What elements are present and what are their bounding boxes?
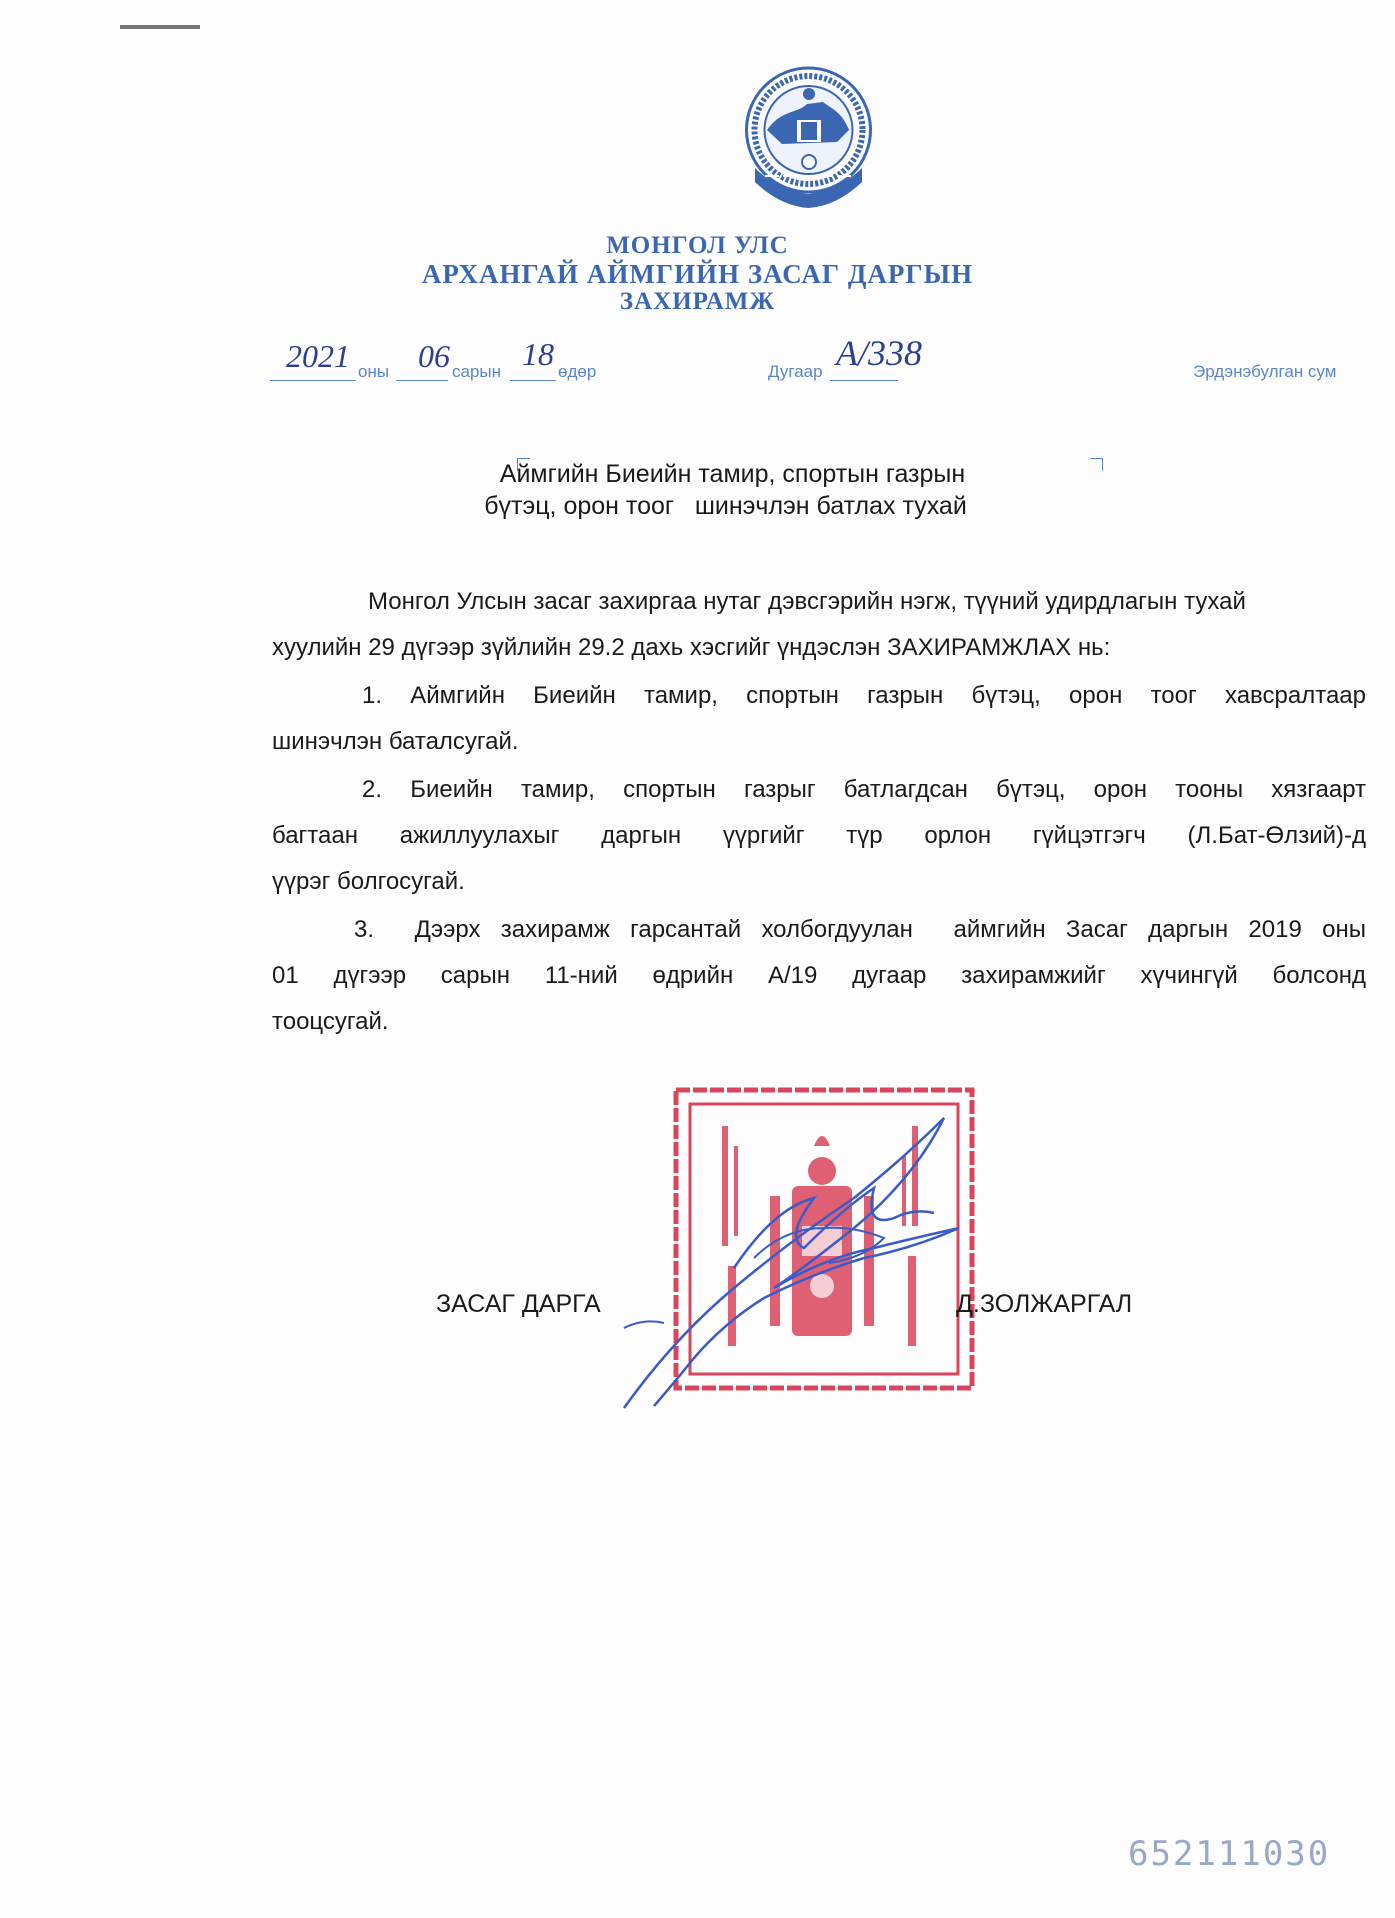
day-suffix: өдөр [558, 362, 597, 381]
number-underline [830, 380, 898, 381]
year-underline [270, 380, 356, 381]
item-1-line-2: шинэчлэн баталсугай. [272, 728, 519, 755]
item-2-line-3: үүрэг болгосугай. [272, 868, 465, 895]
handwritten-signature [614, 1088, 1034, 1428]
signatory-position: ЗАСАГ ДАРГА [436, 1290, 601, 1318]
number-label: Дугаар [768, 362, 823, 381]
year-suffix: оны [358, 362, 390, 381]
day-underline [510, 380, 556, 381]
intro-line-1: Монгол Улсын засаг захиргаа нутаг дэвсгэрийн нэгж, түүний удирдлагын тухай [368, 588, 1246, 615]
header-doc-type: ЗАХИРАМЖ [619, 288, 776, 315]
date-year: 2021 [286, 338, 350, 374]
item-2-line-2: багтаан ажиллуулахыг даргын үүргийг түр орлон гүйцэтгэгч (Л.Бат-Өлзий)-д [272, 822, 1366, 849]
title-line-2: бүтэц, орон тоог шинэчлэн батлах тухай [484, 492, 967, 520]
date-month: 06 [418, 338, 450, 374]
item-3-line-2: 01 дүгээр сарын 11-ний өдрийн А/19 дугаар захирамжийг хүчингүй болсонд [272, 962, 1366, 989]
state-emblem-icon [737, 64, 880, 212]
top-edge-mark [120, 25, 200, 29]
header-country: МОНГОЛ УЛС [606, 232, 789, 259]
decree-number: А/338 [836, 333, 922, 373]
item-1-line-1: 1. Аймгийн Биеийн тамир, спортын газрын бүтэц, орон тоог хавсралтаар [362, 682, 1366, 709]
intro-line-2: хуулийн 29 дүгээр зүйлийн 29.2 дахь хэсгийг үндэслэн ЗАХИРАМЖЛАХ нь: [272, 634, 1111, 661]
month-underline [396, 380, 448, 381]
location: Эрдэнэбулган сум [1193, 362, 1337, 381]
item-2-line-1: 2. Биеийн тамир, спортын газрыг батлагдсан бүтэц, орон тооны хязгаарт [362, 776, 1366, 803]
document-serial-number: 652111030 [1128, 1834, 1331, 1874]
month-suffix: сарын [452, 362, 502, 381]
item-3-line-3: тооцсугай. [272, 1008, 389, 1035]
date-day: 18 [522, 336, 554, 372]
header-authority: АРХАНГАЙ АЙМГИЙН ЗАСАГ ДАРГЫН [421, 259, 974, 289]
item-3-line-1: 3. Дээрх захирамж гарсантай холбогдуулан аймгийн Засаг даргын 2019 оны [354, 916, 1366, 943]
signatory-name: Д.ЗОЛЖАРГАЛ [956, 1290, 1133, 1318]
title-line-1: Аймгийн Биеийн тамир, спортын газрын [499, 460, 966, 488]
